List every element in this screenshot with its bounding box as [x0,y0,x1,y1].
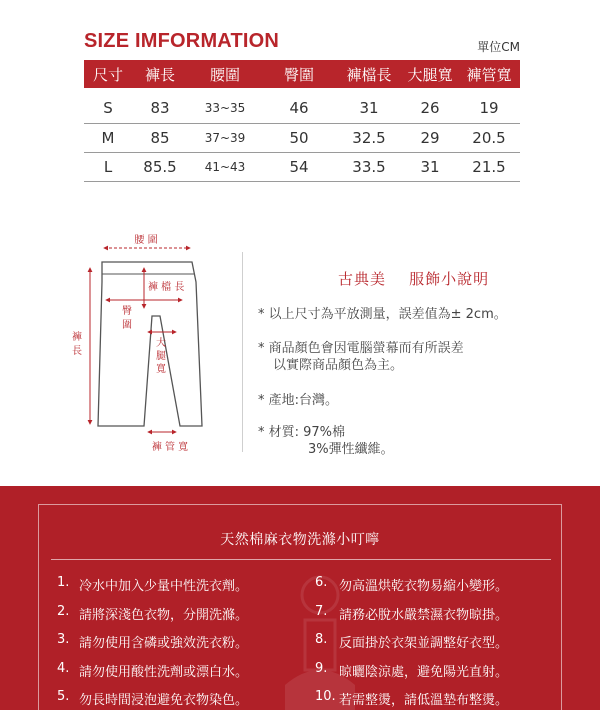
note-color-line1: * 商品顏色會因電腦螢幕而有所誤差 [258,341,464,356]
rise-label: 褲 檔 長 [148,282,185,293]
list-item [315,689,508,710]
note-color [258,340,464,374]
pants-measurement-diagram [60,228,220,458]
table-row [84,123,520,152]
cell-thigh: 26 [402,88,458,123]
care-num: 1. [57,575,70,590]
care-num: 4. [57,660,70,676]
thigh-label-2: 腿 [156,351,166,362]
notes-title: 古典美 服飾小說明 [338,270,490,288]
list-item [57,604,248,633]
care-num: 10. [315,689,336,704]
cell-hem: 20.5 [458,123,520,152]
cell-rise: 32.5 [336,123,402,152]
cell-thigh: 29 [402,123,458,152]
care-text: 反面掛於衣架並調整好衣型。 [339,636,509,651]
list-item [57,689,248,710]
care-text: 請務必脫水嚴禁濕衣物晾掛。 [339,607,509,623]
hip-label-1: 臀 [122,306,132,317]
header-hip: 臀圍 [262,60,336,88]
cell-waist: 41~43 [188,152,262,181]
size-table [84,60,520,182]
care-title-underline [51,559,551,560]
thigh-label-3: 寬 [156,364,166,375]
list-item [57,661,248,690]
care-text: 若需整燙，請低溫墊布整燙。 [339,693,509,708]
care-text: 晾曬陰涼處，避免陽光直射。 [339,664,509,680]
cell-rise: 33.5 [336,152,402,181]
cell-size: M [84,123,132,152]
cell-hip: 46 [262,88,336,123]
list-item [57,575,248,604]
header-rise: 褲檔長 [336,60,402,88]
cell-length: 83 [132,88,188,123]
size-title: SIZE IMFORMATION [84,30,280,52]
care-text: 請勿使用含磷或強效洗衣粉。 [79,636,249,651]
thigh-label-1: 大 [156,338,166,349]
header-thigh: 大腿寬 [402,60,458,88]
cell-hip: 50 [262,123,336,152]
length-label-1: 褲 [72,332,82,343]
note-material [258,424,394,458]
care-text: 勿高溫烘乾衣物易縮小變形。 [339,579,509,594]
care-title: 天然棉麻衣物洗滌小叮嚀 [220,532,380,548]
care-instructions-section [0,486,600,710]
cell-hem: 19 [458,88,520,123]
hip-label-2: 圍 [122,320,132,331]
cell-waist: 37~39 [188,123,262,152]
cell-size: L [84,152,132,181]
note-material-line1: * 材質: 97%棉 [258,425,346,440]
note-material-line2: 3%彈性纖維。 [308,442,394,457]
note-measurement-text: * 以上尺寸為平放測量，誤差值為± 2cm。 [258,307,507,322]
care-num: 7. [315,603,328,619]
care-text: 請勿使用酸性洗劑或漂白水。 [79,664,249,680]
list-item [315,575,508,604]
cell-size: S [84,88,132,123]
cell-waist: 33~35 [188,88,262,123]
care-num: 3. [57,632,70,647]
care-num: 9. [315,660,328,676]
note-color-line2: 以實際商品顏色為主。 [273,358,404,373]
care-text: 冷水中加入少量中性洗衣劑。 [79,579,249,594]
care-num: 2. [57,603,70,619]
cell-hem: 21.5 [458,152,520,181]
hem-label: 褲 管 寬 [151,442,189,453]
cell-thigh: 31 [402,152,458,181]
cell-length: 85 [132,123,188,152]
note-measurement [258,306,507,323]
cell-length: 85.5 [132,152,188,181]
cell-hip: 54 [262,152,336,181]
waist-label: 腰 圍 [134,235,158,246]
list-item [57,632,248,661]
list-item [315,632,508,661]
care-text: 勿長時間浸泡避免衣物染色。 [79,693,249,708]
header-size: 尺寸 [84,60,132,88]
care-num: 8. [315,632,328,647]
size-information-section [0,0,600,212]
cell-rise: 31 [336,88,402,123]
care-num: 6. [315,575,328,590]
length-label-2: 長 [72,346,82,357]
care-text: 請將深淺色衣物，分開洗滌。 [79,607,249,623]
size-unit-label: 單位CM [477,40,520,54]
size-table-header [84,60,520,88]
care-box [38,504,562,710]
product-notes-section [0,212,600,486]
header-length: 褲長 [132,60,188,88]
header-waist: 腰圍 [188,60,262,88]
table-row [84,88,520,123]
note-origin-text: * 產地:台灣。 [258,393,339,408]
care-list-left [57,575,248,710]
list-item [315,604,508,633]
header-hem: 褲管寬 [458,60,520,88]
care-list-right [315,575,508,710]
list-item [315,661,508,690]
notes-divider [242,252,243,452]
care-num: 5. [57,689,70,704]
table-row [84,152,520,181]
note-origin [258,392,338,409]
pants-diagram-svg [60,228,220,458]
